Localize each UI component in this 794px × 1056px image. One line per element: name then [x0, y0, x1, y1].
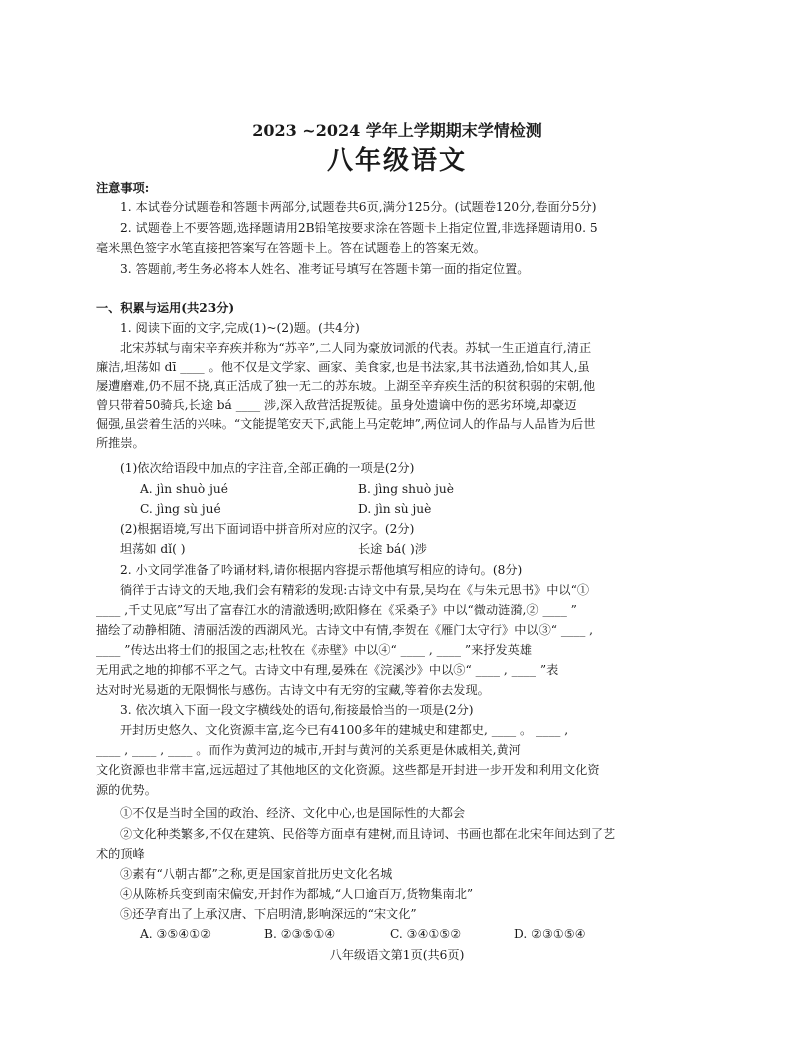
section-heading: 一、积累与运用(共23分): [96, 301, 235, 315]
question-3-text: ____ , ____ , ____ 。而作为黄河边的城市,开封与黄河的关系更是休戚相关,黄河: [96, 743, 521, 757]
notes-line-2: 2. 试题卷上不要答题,选择题请用2B铅笔按要求涂在答题卡上指定位置,非选择题请用0. 5: [120, 221, 598, 235]
passage-line: 北宋苏轼与南宋辛弃疾并称为“苏辛”,二人同为豪放词派的代表。苏轼一生正道直行,清正: [120, 341, 592, 355]
fill-blank-1: 坦荡如 dǐ( ): [120, 542, 186, 556]
notes-line-3: 毫米黑色签字水笔直接把答案写在答题卡上。答在试题卷上的答案无效。: [96, 241, 486, 255]
passage-line: 屡遭磨难,仍不屈不挠,真正活成了独一无二的苏东坡。上湖至辛弃疾生活的积贫积弱的宋朝,他: [96, 379, 596, 393]
option-b: B. jìng shuò juè: [358, 482, 454, 496]
fill-blank-2: 长途 bá( )涉: [358, 542, 427, 556]
notes-line-4: 3. 答题前,考生务必将本人姓名、准考证号填写在答题卡第一面的指定位置。: [120, 262, 530, 276]
passage-line: 廉洁,坦荡如 dī ____ 。他不仅是文学家、画家、美食家,也是书法家,其书法遒劲,恰如其人,虽: [96, 360, 590, 374]
question-2-text: 徜徉于古诗文的天地,我们会有精彩的发现:古诗文中有景,吴均在《与朱元思书》中以“①: [120, 583, 590, 597]
answer-a: A. ③⑤④①②: [140, 927, 212, 941]
question-2-text: ____ ,千丈见底”写出了富春江水的清澈透明;欧阳修在《采桑子》中以“微动涟漪,② ____ ”: [96, 603, 577, 617]
sentence-2: ②文化种类繁多,不仅在建筑、民俗等方面卓有建树,而且诗词、书画也都在北宋年间达到了艺: [120, 827, 616, 841]
option-c: C. jìng sù jué: [140, 502, 221, 516]
option-d: D. jìn sù juè: [358, 502, 432, 516]
sentence-3: ③素有“八朝古都”之称,更是国家首批历史文化名城: [120, 867, 393, 881]
question-2: 2. 小文同学准备了吟诵材料,请你根据内容提示帮他填写相应的诗句。(8分): [120, 563, 523, 577]
question-2-text: ____ ”传达出将士们的报国之志;杜牧在《赤壁》中以④“ ____ , ____ ”来抒发英雄: [96, 643, 533, 657]
question-2-text: 达对时光易逝的无限惆怅与感伤。古诗文中有无穷的宝藏,等着你去发现。: [96, 683, 490, 697]
answer-d: D. ②③①⑤④: [514, 927, 586, 941]
sentence-4: ④从陈桥兵变到南宋偏安,开封作为都城,“人口逾百万,货物集南北”: [120, 887, 474, 901]
question-1-1: (1)依次给语段中加点的字注音,全部正确的一项是(2分): [120, 461, 415, 475]
question-3-text: 文化资源也非常丰富,远远超过了其他地区的文化资源。这些都是开封进一步开发和利用文化资: [96, 763, 600, 777]
question-2-text: 描绘了动静相随、清丽活泼的西湖风光。古诗文中有情,李贺在《雁门太守行》中以③“ ____ ,: [96, 623, 594, 637]
notes-heading: 注意事项:: [96, 181, 150, 195]
question-3: 3. 依次填入下面一段文字横线处的语句,衔接最恰当的一项是(2分): [120, 703, 474, 717]
sentence-5: ⑤还孕育出了上承汉唐、下启明清,影响深远的“宋文化”: [120, 907, 417, 921]
sentence-1: ①不仅是当时全国的政治、经济、文化中心,也是国际性的大都会: [120, 806, 466, 820]
option-a: A. jìn shuò jué: [140, 482, 228, 496]
passage-line: 曾只带着50骑兵,长途 bá ____ 涉,深入敌营活捉叛徒。虽身处遗谪中伤的恶劣环境,却豪迈: [96, 398, 577, 412]
answer-c: C. ③④①⑤②: [390, 927, 462, 941]
notes-line-1: 1. 本试卷分试题卷和答题卡两部分,试题卷共6页,满分125分。(试题卷120分,卷面分5分): [120, 200, 597, 214]
sentence-2-cont: 术的顶峰: [96, 847, 145, 861]
passage-line: 所推崇。: [96, 436, 145, 450]
exam-title: 2023 ~2024 学年上学期期末学情检测: [252, 121, 542, 140]
page-footer: 八年级语文第1页(共6页): [329, 948, 465, 962]
question-1-intro: 1. 阅读下面的文字,完成(1)~(2)题。(共4分): [120, 321, 360, 335]
question-1-2: (2)根据语境,写出下面词语中拼音所对应的汉字。(2分): [120, 522, 415, 536]
passage-line: 倔强,虽尝着生活的兴味。“文能提笔安天下,武能上马定乾坤”,两位词人的作品与人品皆为后世: [96, 417, 596, 431]
exam-subject-title: 八年级语文: [326, 146, 467, 176]
question-3-text: 开封历史悠久、文化资源丰富,迄今已有4100多年的建城史和建都史, ____ 。 ____ ,: [120, 723, 569, 737]
answer-b: B. ②③⑤①④: [264, 927, 336, 941]
question-3-text: 源的优势。: [96, 783, 157, 797]
question-2-text: 无用武之地的抑郁不平之气。古诗文中有理,晏殊在《浣溪沙》中以⑤“ ____ , ____ ”表: [96, 663, 559, 677]
